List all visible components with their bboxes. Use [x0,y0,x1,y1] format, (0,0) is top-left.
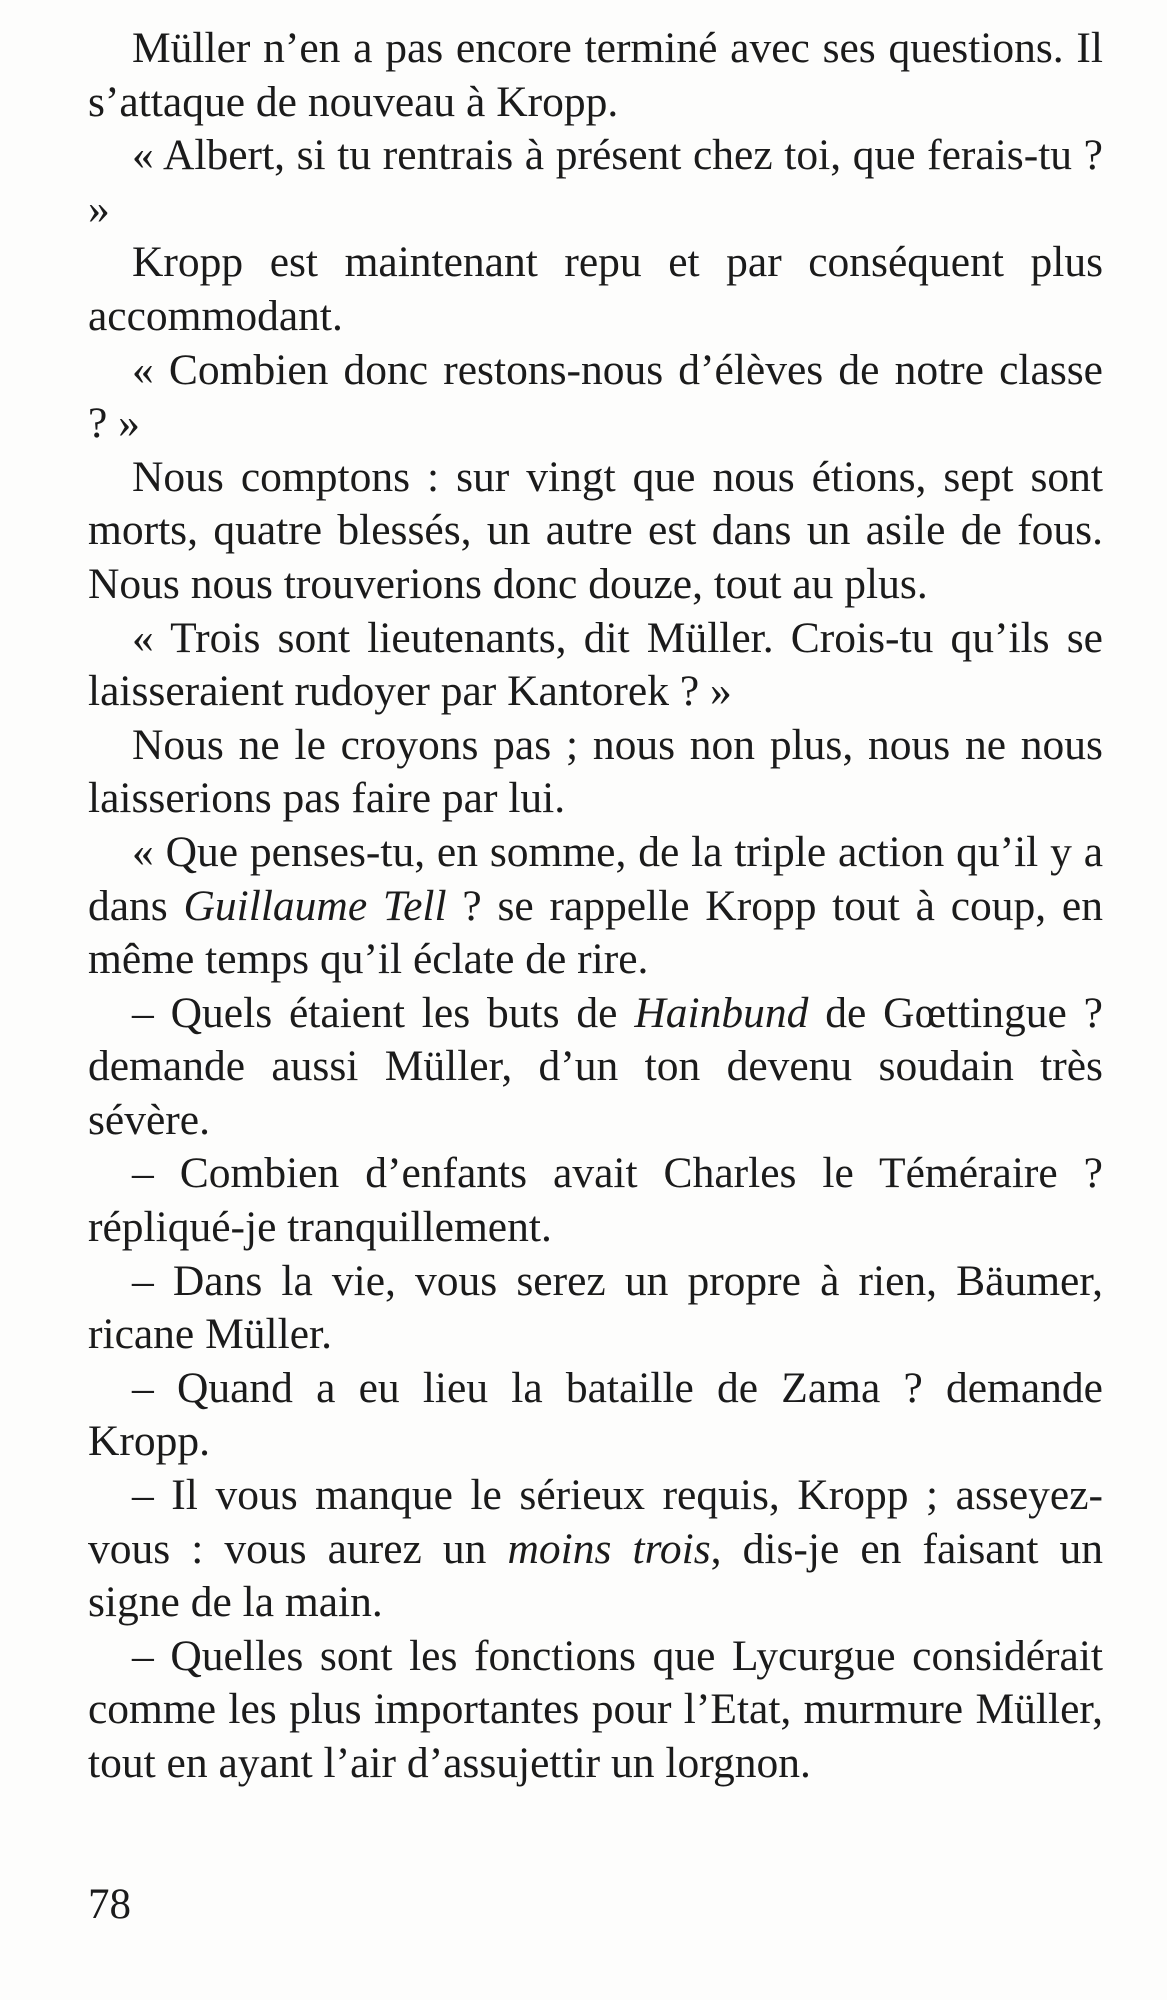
paragraph: – Quand a eu lieu la bataille de Zama ? demande Kropp. [88,1363,1103,1466]
paragraph: – Combien d’enfants avait Charles le Téméraire ? répliqué-je tranquillement. [88,1149,1103,1252]
italic-term-hainbund: Hainbund [634,988,809,1037]
page-number: 78 [88,1881,131,1928]
italic-title-guillaume-tell: Guillaume Tell [183,881,447,930]
paragraph: – Il vous manque le sérieux requis, Kropp ; asseyez-vous : vous aurez un moins trois, dis-je en faisant un signe de la main. [88,1471,1103,1627]
paragraph: « Albert, si tu rentrais à présent chez toi, que ferais-tu ? » [88,131,1103,233]
paragraph: Nous comptons : sur vingt que nous étions, sept sont morts, quatre blessés, un autre est dans un asile de fous. Nous nous trouverions donc douze, tout au plus. [88,452,1103,608]
paragraph: – Quels étaient les buts de Hainbund de Gœttingue ? demande aussi Müller, d’un ton devenu soudain très sévère. [88,988,1103,1144]
italic-term-moins-trois: moins trois [507,1524,711,1573]
paragraph: « Combien donc restons-nous d’élèves de notre classe ? » [88,345,1103,448]
body-text [88,22,1103,1791]
paragraph: « Trois sont lieutenants, dit Müller. Crois-tu qu’ils se laisseraient rudoyer par Kantorek ? » [88,613,1103,716]
paragraph: – Dans la vie, vous serez un propre à rien, Bäumer, ricane Müller. [88,1256,1103,1359]
paragraph: Nous ne le croyons pas ; nous non plus, nous ne nous laisserions pas faire par lui. [88,720,1103,823]
paragraph: « Que penses-tu, en somme, de la triple action qu’il y a dans Guillaume Tell ? se rappelle Kropp tout à coup, en même temps qu’il éclate de rire. [88,827,1103,984]
paragraph: Kropp est maintenant repu et par conséquent plus accommodant. [88,238,1103,340]
paragraph: Müller n’en a pas encore terminé avec ses questions. Il s’attaque de nouveau à Kropp. [88,24,1103,126]
paragraph: – Quelles sont les fonctions que Lycurgue considérait comme les plus importantes pour l’Etat, murmure Müller, tout en ayant l’air d’assujettir un lorgnon. [88,1631,1103,1787]
